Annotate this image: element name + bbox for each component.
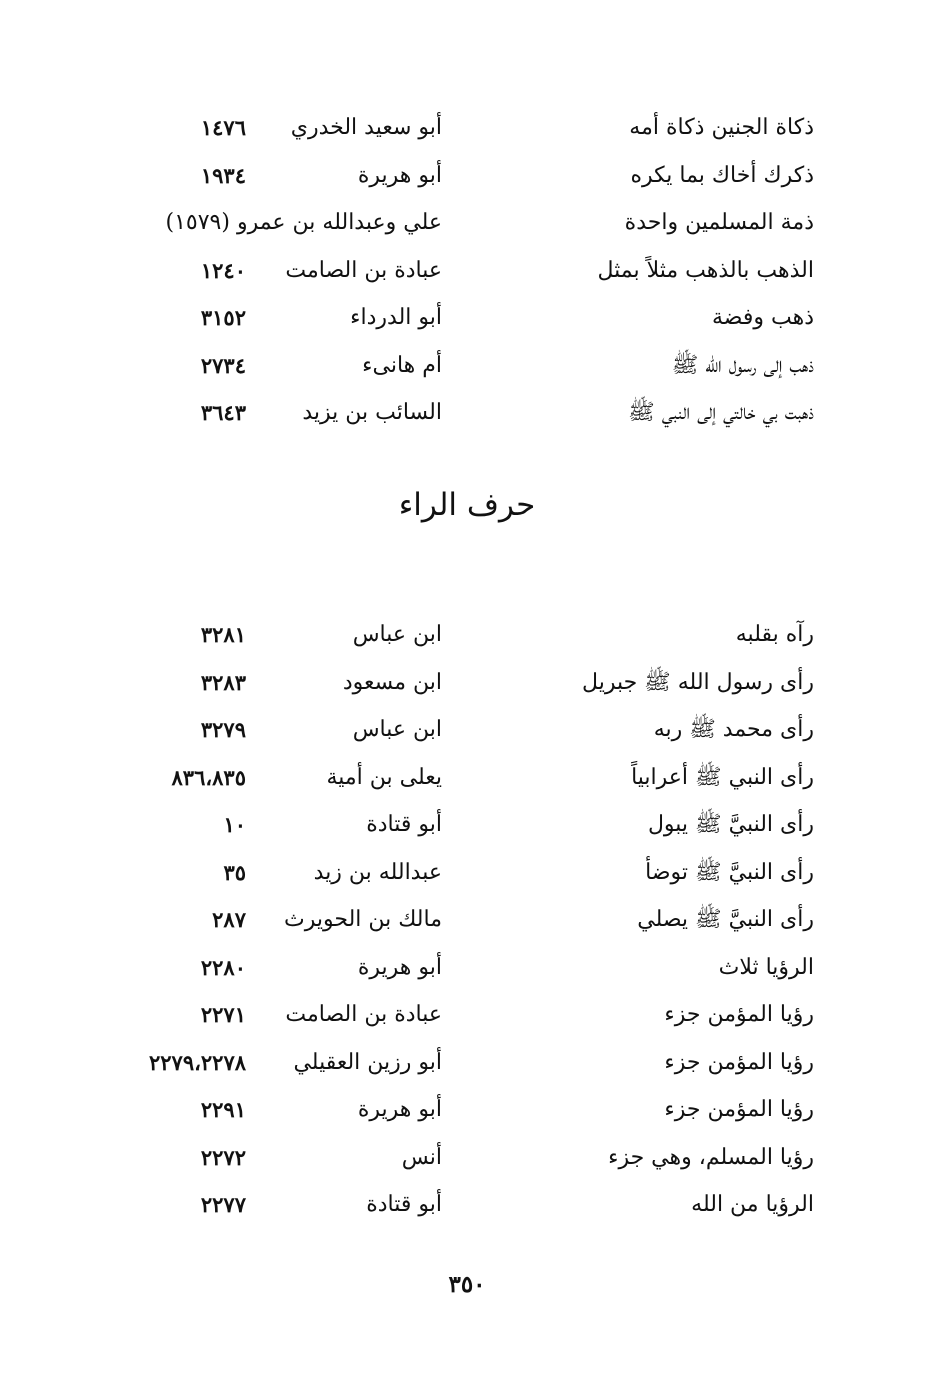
section-dhal [0, 113, 934, 446]
entry-narrator: أبو سعيد الخدري [290, 115, 442, 140]
index-entry [0, 1048, 934, 1096]
index-entry [0, 1143, 934, 1191]
index-entry [0, 810, 934, 858]
entry-phrase: رأى النبي ﷺ أعرابياً [631, 764, 814, 790]
entry-reference: ٢٨٧ [212, 907, 246, 932]
entry-phrase: ذكاة الجنين ذكاة أمه [629, 115, 814, 140]
entry-reference: ٣١٥٢ [200, 305, 246, 330]
entry-phrase: رأى النبيَّ ﷺ يصلي [637, 907, 814, 932]
entry-narrator: مالك بن الحويرث [284, 907, 442, 932]
entry-phrase: رؤيا المؤمن جزء [664, 1049, 814, 1075]
entry-narrator: عبادة بن الصامت [285, 257, 442, 283]
index-entry [0, 398, 934, 446]
entry-reference: ٨٣٦،٨٣٥ [171, 764, 246, 790]
entry-reference: ٣٥ [223, 859, 246, 885]
index-entry [0, 303, 934, 351]
entry-reference: ٢٢٧٧ [200, 1192, 246, 1217]
entry-narrator: أبو الدرداء [350, 305, 442, 330]
entry-phrase: ذهب إلى رسول الله ﷺ [671, 352, 814, 378]
entry-phrase: الذهب بالذهب مثلاً بمثل [597, 257, 814, 283]
entry-narrator: أنس [401, 1144, 442, 1170]
index-entry [0, 1190, 934, 1238]
entry-phrase: الرؤيا ثلاث [718, 954, 814, 980]
index-entry [0, 620, 934, 668]
entry-narrator: أبو هريرة [357, 1097, 442, 1122]
entry-reference: ٢٢٨٠ [200, 954, 246, 980]
entry-phrase: رأى رسول الله ﷺ جبريل [582, 669, 814, 695]
entry-reference: ٢٢٧٢ [200, 1144, 246, 1170]
entry-reference: ١٩٣٤ [200, 162, 246, 188]
index-entry [0, 208, 934, 256]
index-entry [0, 905, 934, 953]
index-entry [0, 1000, 934, 1048]
entry-phrase: رؤيا المؤمن جزء [664, 1097, 814, 1122]
entry-reference: ٣٢٨٣ [200, 669, 246, 695]
entry-phrase: رأى محمد ﷺ ربه [653, 717, 814, 742]
entry-narrator: علي وعبدالله بن عمرو (١٥٧٩) [165, 210, 442, 235]
entry-phrase: رأى النبيَّ ﷺ يبول [647, 812, 814, 837]
entry-narrator: أبو رزين العقيلي [293, 1049, 442, 1075]
entry-narrator: عبدالله بن زيد [313, 859, 442, 885]
entry-narrator: ابن مسعود [342, 669, 442, 695]
entry-reference: ٢٢٩١ [200, 1097, 246, 1122]
entry-reference: ١٤٧٦ [200, 115, 246, 140]
index-entry [0, 256, 934, 304]
entry-reference: ٢٢٧١ [200, 1002, 246, 1027]
index-entry [0, 668, 934, 716]
page-number: ٣٥٠ [448, 1271, 486, 1298]
section-ra [0, 620, 934, 1238]
entry-phrase: ذكرك أخاك بما يكره [630, 162, 814, 188]
entry-narrator: ابن عباس [352, 717, 442, 742]
index-entry [0, 715, 934, 763]
entry-reference: ٣٢٨١ [200, 622, 246, 647]
entry-phrase: ذهب وفضة [711, 305, 814, 330]
index-entry [0, 953, 934, 1001]
section-heading: حرف الراء [398, 487, 536, 523]
entry-phrase: رؤيا المؤمن جزء [664, 1002, 814, 1027]
index-entry [0, 1095, 934, 1143]
index-entry [0, 763, 934, 811]
index-entry [0, 161, 934, 209]
entry-reference: ٣٢٧٩ [200, 717, 246, 742]
index-entry [0, 351, 934, 399]
entry-phrase: ذهبت بي خالتي إلى النبي ﷺ [628, 400, 814, 425]
index-entry [0, 858, 934, 906]
entry-narrator: أم هانىء [362, 352, 442, 378]
entry-phrase: الرؤيا من الله [691, 1192, 814, 1217]
entry-narrator: أبو هريرة [357, 162, 442, 188]
entry-reference: ١٢٤٠ [200, 257, 246, 283]
index-entry [0, 113, 934, 161]
entry-phrase: رؤيا المسلم، وهي جزء [608, 1144, 814, 1170]
entry-narrator: أبو قتادة [366, 812, 442, 837]
entry-phrase: ذمة المسلمين واحدة [624, 210, 814, 235]
entry-reference: ٣٦٤٣ [200, 400, 246, 425]
entry-narrator: السائب بن يزيد [302, 400, 442, 425]
entry-phrase: رأى النبيَّ ﷺ توضأ [645, 859, 814, 885]
entry-narrator: أبو هريرة [357, 954, 442, 980]
entry-reference: ١٠ [223, 812, 246, 837]
entry-reference: ٢٢٧٩،٢٢٧٨ [148, 1049, 246, 1075]
entry-reference: ٢٧٣٤ [200, 352, 246, 378]
entry-narrator: عبادة بن الصامت [285, 1002, 442, 1027]
entry-phrase: رآه بقلبه [735, 622, 814, 647]
entry-narrator: ابن عباس [352, 622, 442, 647]
entry-narrator: أبو قتادة [366, 1192, 442, 1217]
entry-narrator: يعلى بن أمية [326, 764, 442, 790]
